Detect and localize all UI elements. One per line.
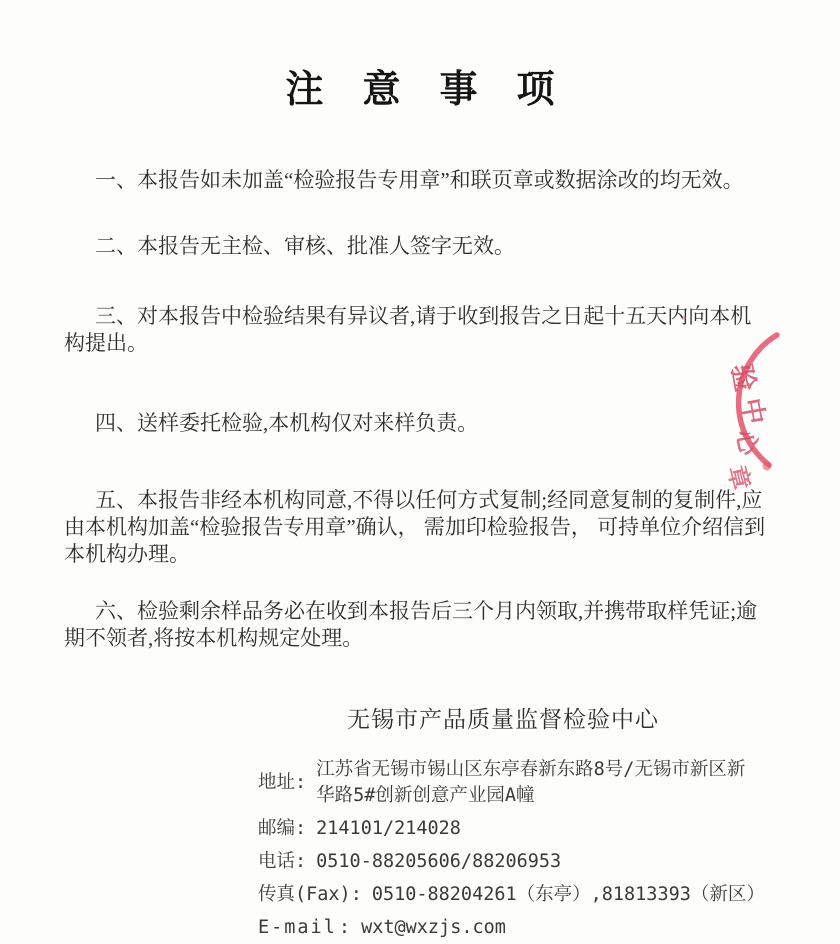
notice-item-2: 二、本报告无主检、审核、批准人签字无效。 [95, 234, 515, 258]
address-line-2: 华路5#创新创意产业园A幢 [316, 785, 535, 806]
postcode-label: 邮编: [258, 818, 307, 839]
fax-label: 传真(Fax): [258, 884, 362, 905]
stamp-char-4: 章 [722, 463, 754, 493]
notice-item-4: 四、送样委托检验,本机构仅对来样负责。 [95, 411, 479, 435]
address-value [316, 757, 788, 809]
contact-row-phone [258, 849, 788, 875]
notice-item-3: 三、对本报告中检验结果有异议者,请于收到报告之日起十五天内向本机构提出。 [64, 304, 752, 355]
postcode-value: 214101/214028 [316, 818, 461, 839]
address-line-1: 江苏省无锡市锡山区东亭春新东路8号/无锡市新区新 [316, 759, 746, 780]
stamp-char-2: 中 [736, 396, 770, 427]
contact-row-fax [258, 882, 788, 908]
contact-row-email [258, 915, 788, 941]
page-title: 注意事项 [285, 69, 594, 111]
notice-item-1: 一、本报告如未加盖“检验报告专用章”和联页章或数据涂改的均无效。 [95, 168, 744, 192]
notice-item-6: 六、检验剩余样品务必在收到本报告后三个月内领取,并携带取样凭证;逾期不领者,将按本机构规定处理。 [64, 599, 758, 650]
address-label: 地址: [258, 772, 307, 793]
email-value: : wxt@wxzjs.com [338, 917, 506, 938]
phone-value: 0510-88205606/88206953 [316, 851, 562, 872]
contact-row-address [258, 757, 788, 809]
notice-item-5: 五、本报告非经本机构同意,不得以任何方式复制;经同意复制的复制件,应由本机构加盖“检验报告专用章”确认， 需加印检验报告， 可持单位介绍信到本机构办理。 [64, 488, 766, 566]
phone-label: 电话: [258, 851, 307, 872]
notice-list [64, 167, 766, 652]
fax-value: 0510-88204261（东亭）,81813393（新区） [371, 884, 765, 905]
email-label: E-mail [258, 917, 337, 938]
stamp-char-1: 验 [726, 361, 761, 394]
stamp-char-3: 心 [730, 427, 762, 458]
contact-block [258, 757, 788, 941]
contact-row-postcode [258, 816, 788, 842]
organization-name: 无锡市产品质量监督检验中心 [347, 707, 659, 732]
